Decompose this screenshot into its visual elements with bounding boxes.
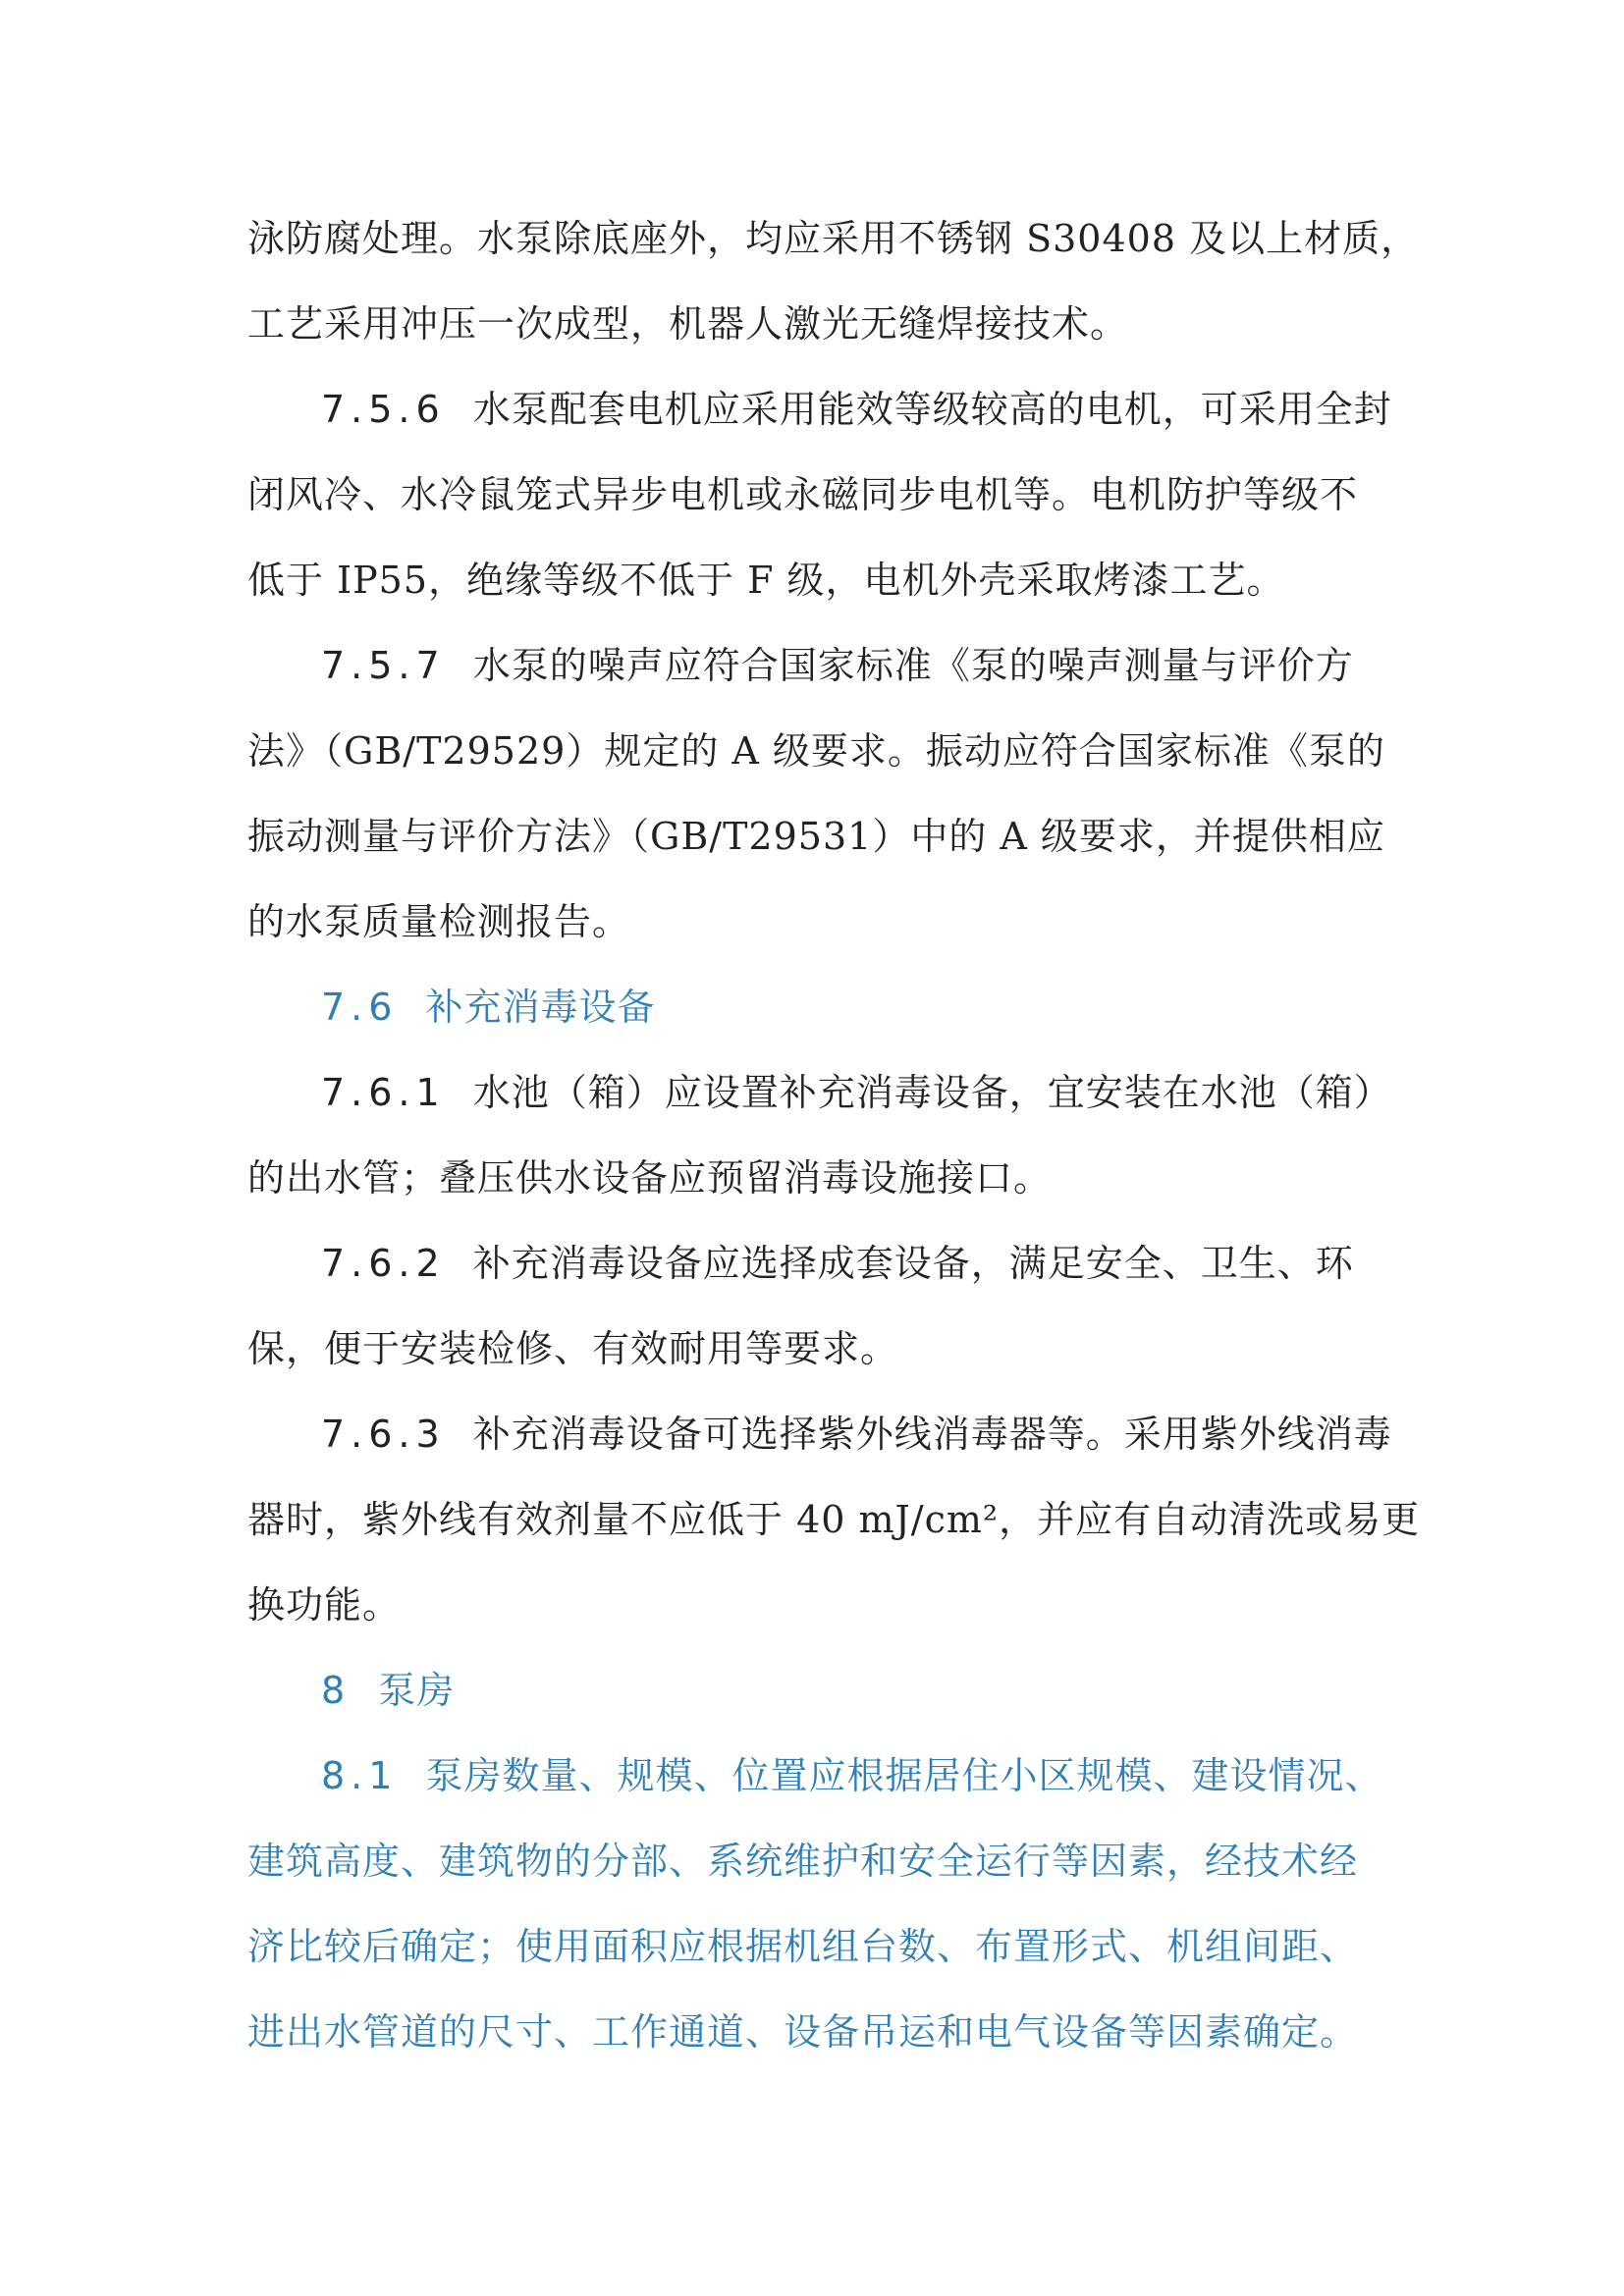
clause-7-6-3	[321, 1410, 1450, 1459]
text-line: 法》（GB/T29529）规定的 A 级要求。振动应符合国家标准《泵的	[247, 729, 1385, 773]
clause-number: 7.5.7	[321, 644, 446, 687]
text-line: 水池（箱）应设置补充消毒设备，宜安装在水池（箱）	[472, 1071, 1392, 1114]
clause-7-6-1	[321, 1068, 1450, 1117]
text-line: 振动测量与评价方法》（GB/T29531）中的 A 级要求，并提供相应	[247, 815, 1385, 858]
text-line: 低于 IP55，绝缘等级不低于 F 级，电机外壳采取烤漆工艺。	[247, 559, 1285, 602]
section-heading-8	[321, 1666, 1450, 1715]
text-line: 保，便于安装检修、有效耐用等要求。	[247, 1327, 899, 1370]
text-line: 水泵的噪声应符合国家标准《泵的噪声测量与评价方	[472, 644, 1354, 687]
clause-7-5-6	[321, 385, 1450, 434]
clause-number: 8.1	[321, 1754, 399, 1797]
section-title: 泵房	[378, 1669, 456, 1712]
clause-7-5-7	[321, 641, 1450, 690]
text-line: 泳防腐处理。水泵除底座外，均应采用不锈钢 S30408 及以上材质，	[247, 217, 1420, 260]
clause-8-1	[321, 1751, 1450, 1800]
section-number: 8	[321, 1669, 352, 1712]
section-number: 7.6	[321, 986, 399, 1029]
clause-number: 7.5.6	[321, 388, 446, 431]
clause-number: 7.6.2	[321, 1242, 446, 1285]
text-line: 器时，紫外线有效剂量不应低于 40 mJ/cm²，并应有自动清洗或易更	[247, 1498, 1421, 1541]
text-line: 补充消毒设备应选择成套设备，满足安全、卫生、环	[472, 1242, 1354, 1285]
text-line: 进出水管道的尺寸、工作通道、设备吊运和电气设备等因素确定。	[247, 2010, 1359, 2054]
text-line: 泵房数量、规模、位置应根据居住小区规模、建设情况、	[425, 1754, 1383, 1797]
text-line: 的出水管；叠压供水设备应预留消毒设施接口。	[247, 1156, 1053, 1200]
section-heading-7-6	[321, 983, 1450, 1032]
section-title: 补充消毒设备	[425, 986, 656, 1029]
clause-number: 7.6.3	[321, 1413, 446, 1456]
text-line: 换功能。	[247, 1583, 402, 1627]
text-line: 工艺采用冲压一次成型，机器人激光无缝焊接技术。	[247, 302, 1129, 346]
text-line: 闭风冷、水冷鼠笼式异步电机或永磁同步电机等。电机防护等级不	[247, 473, 1359, 516]
text-line: 补充消毒设备可选择紫外线消毒器等。采用紫外线消毒	[472, 1413, 1392, 1456]
clause-number: 7.6.1	[321, 1071, 446, 1114]
text-line: 水泵配套电机应采用能效等级较高的电机，可采用全封	[472, 388, 1392, 431]
text-line: 的水泵质量检测报告。	[247, 900, 631, 943]
text-line: 济比较后确定；使用面积应根据机组台数、布置形式、机组间距、	[247, 1925, 1359, 1968]
text-line: 建筑高度、建筑物的分部、系统维护和安全运行等因素，经技术经	[247, 1840, 1359, 1883]
clause-7-6-2	[321, 1239, 1450, 1288]
